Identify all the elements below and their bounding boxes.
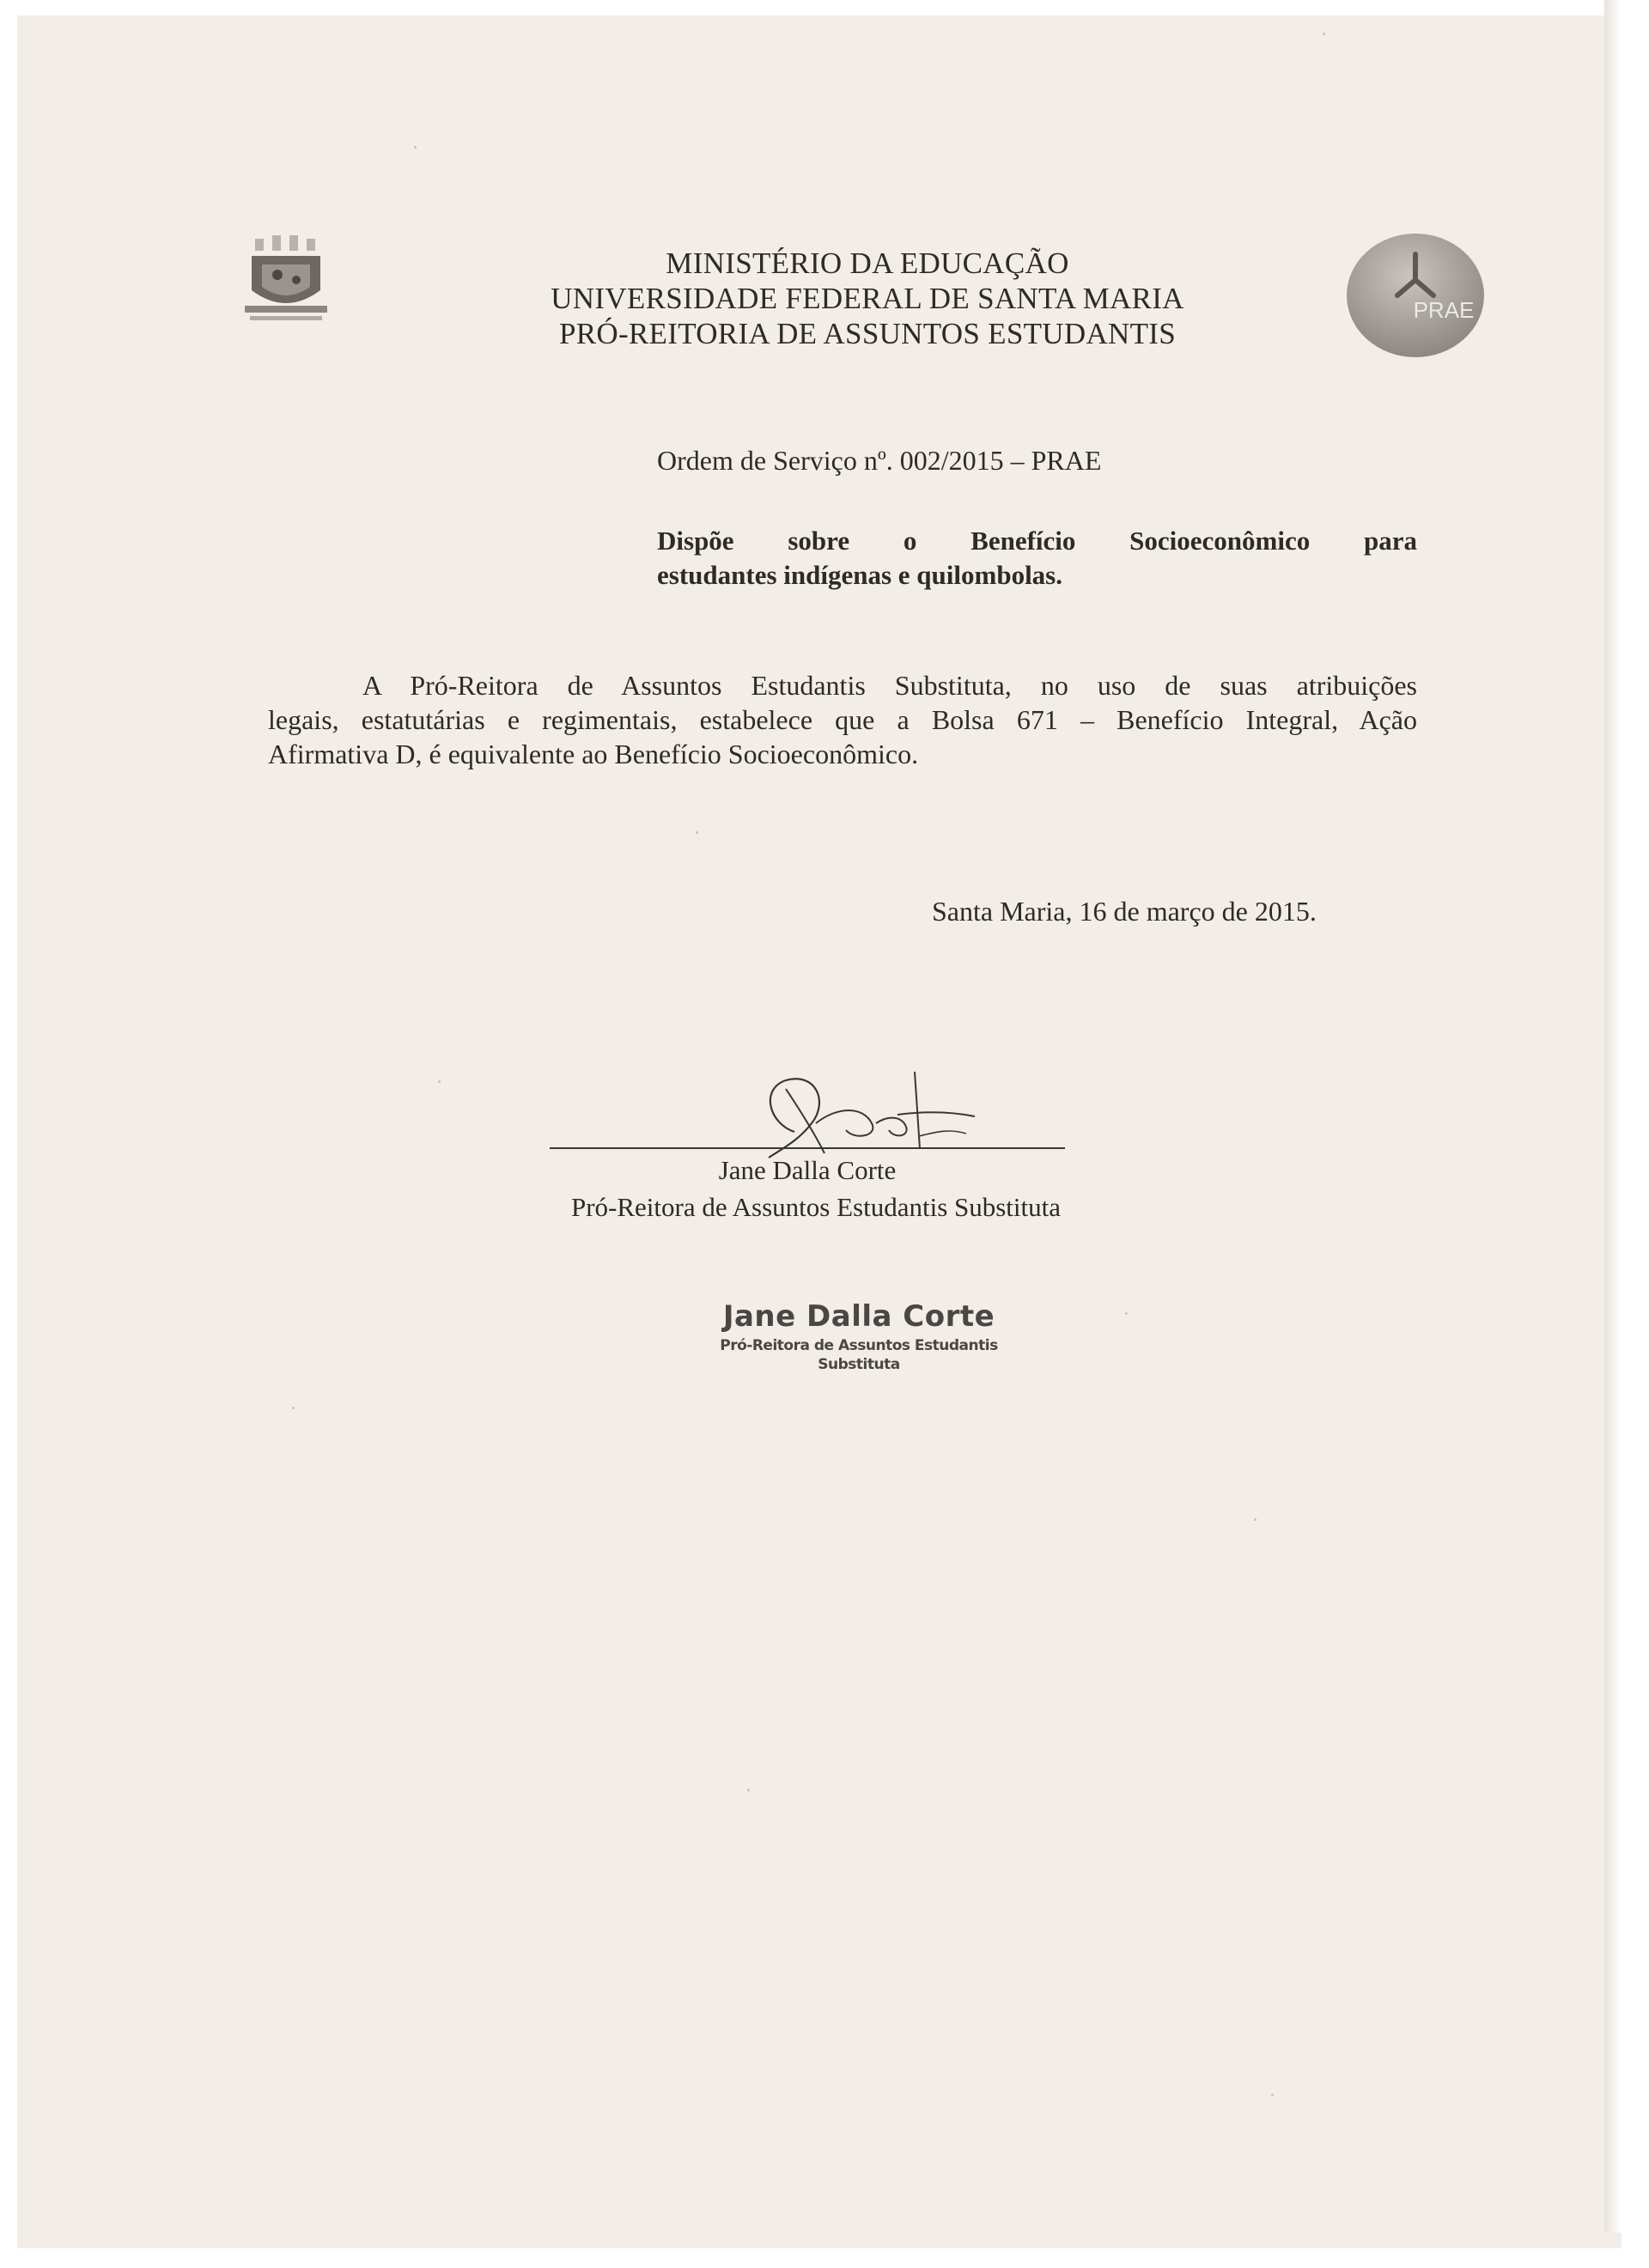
university-name: UNIVERSIDADE FEDERAL DE SANTA MARIA <box>551 282 1184 315</box>
stamp-subrole: Substituta <box>818 1356 900 1373</box>
paper-speck <box>1323 33 1325 35</box>
page-edge-shadow <box>1604 0 1622 2233</box>
body-paragraph <box>268 668 1417 771</box>
order-summary <box>657 524 1417 593</box>
university-crest-icon <box>236 230 339 337</box>
order-summary-line: estudantes indígenas e quilombolas. <box>657 560 1062 590</box>
signer-role: Pró-Reitora de Assuntos Estudantis Substituta <box>570 1192 1062 1222</box>
signature-line <box>550 1147 1065 1149</box>
paper-speck <box>696 831 698 834</box>
document-page <box>17 15 1622 2248</box>
body-line: Afirmativa D, é equivalente ao Benefício Socioeconômico. <box>268 739 919 769</box>
name-stamp <box>687 1299 1031 1373</box>
stamp-name: Jane Dalla Corte <box>722 1299 995 1334</box>
body-line: A Pró-Reitora de Assuntos Estudantis Substituta, no uso de suas atribuições <box>362 670 1417 701</box>
ministry-name: MINISTÉRIO DA EDUCAÇÃO <box>666 246 1069 280</box>
paper-speck <box>1254 1518 1257 1521</box>
department-name: PRÓ-REITORIA DE ASSUNTOS ESTUDANTIS <box>558 317 1177 350</box>
stamp-role: Pró-Reitora de Assuntos Estudantis <box>720 1337 998 1354</box>
order-summary-line: Dispõe sobre o Benefício Socioeconômico para <box>657 526 1417 556</box>
order-title: Ordem de Serviço nº. 002/2015 – PRAE <box>657 445 1102 476</box>
paper-speck <box>1125 1312 1128 1315</box>
paper-speck <box>747 1789 750 1791</box>
paper-speck <box>438 1080 441 1083</box>
place-date: Santa Maria, 16 de março de 2015. <box>932 896 1317 927</box>
body-line: legais, estatutárias e regimentais, estabelece que a Bolsa 671 – Benefício Integral, Ação <box>268 704 1417 735</box>
paper-speck <box>414 146 417 149</box>
paper-speck <box>292 1407 295 1409</box>
signer-name: Jane Dalla Corte <box>718 1155 897 1185</box>
paper-speck <box>1271 2094 1274 2096</box>
prae-logo-text: PRAE <box>1413 297 1475 323</box>
prae-logo-icon <box>1342 230 1488 361</box>
letterhead <box>361 246 1374 351</box>
